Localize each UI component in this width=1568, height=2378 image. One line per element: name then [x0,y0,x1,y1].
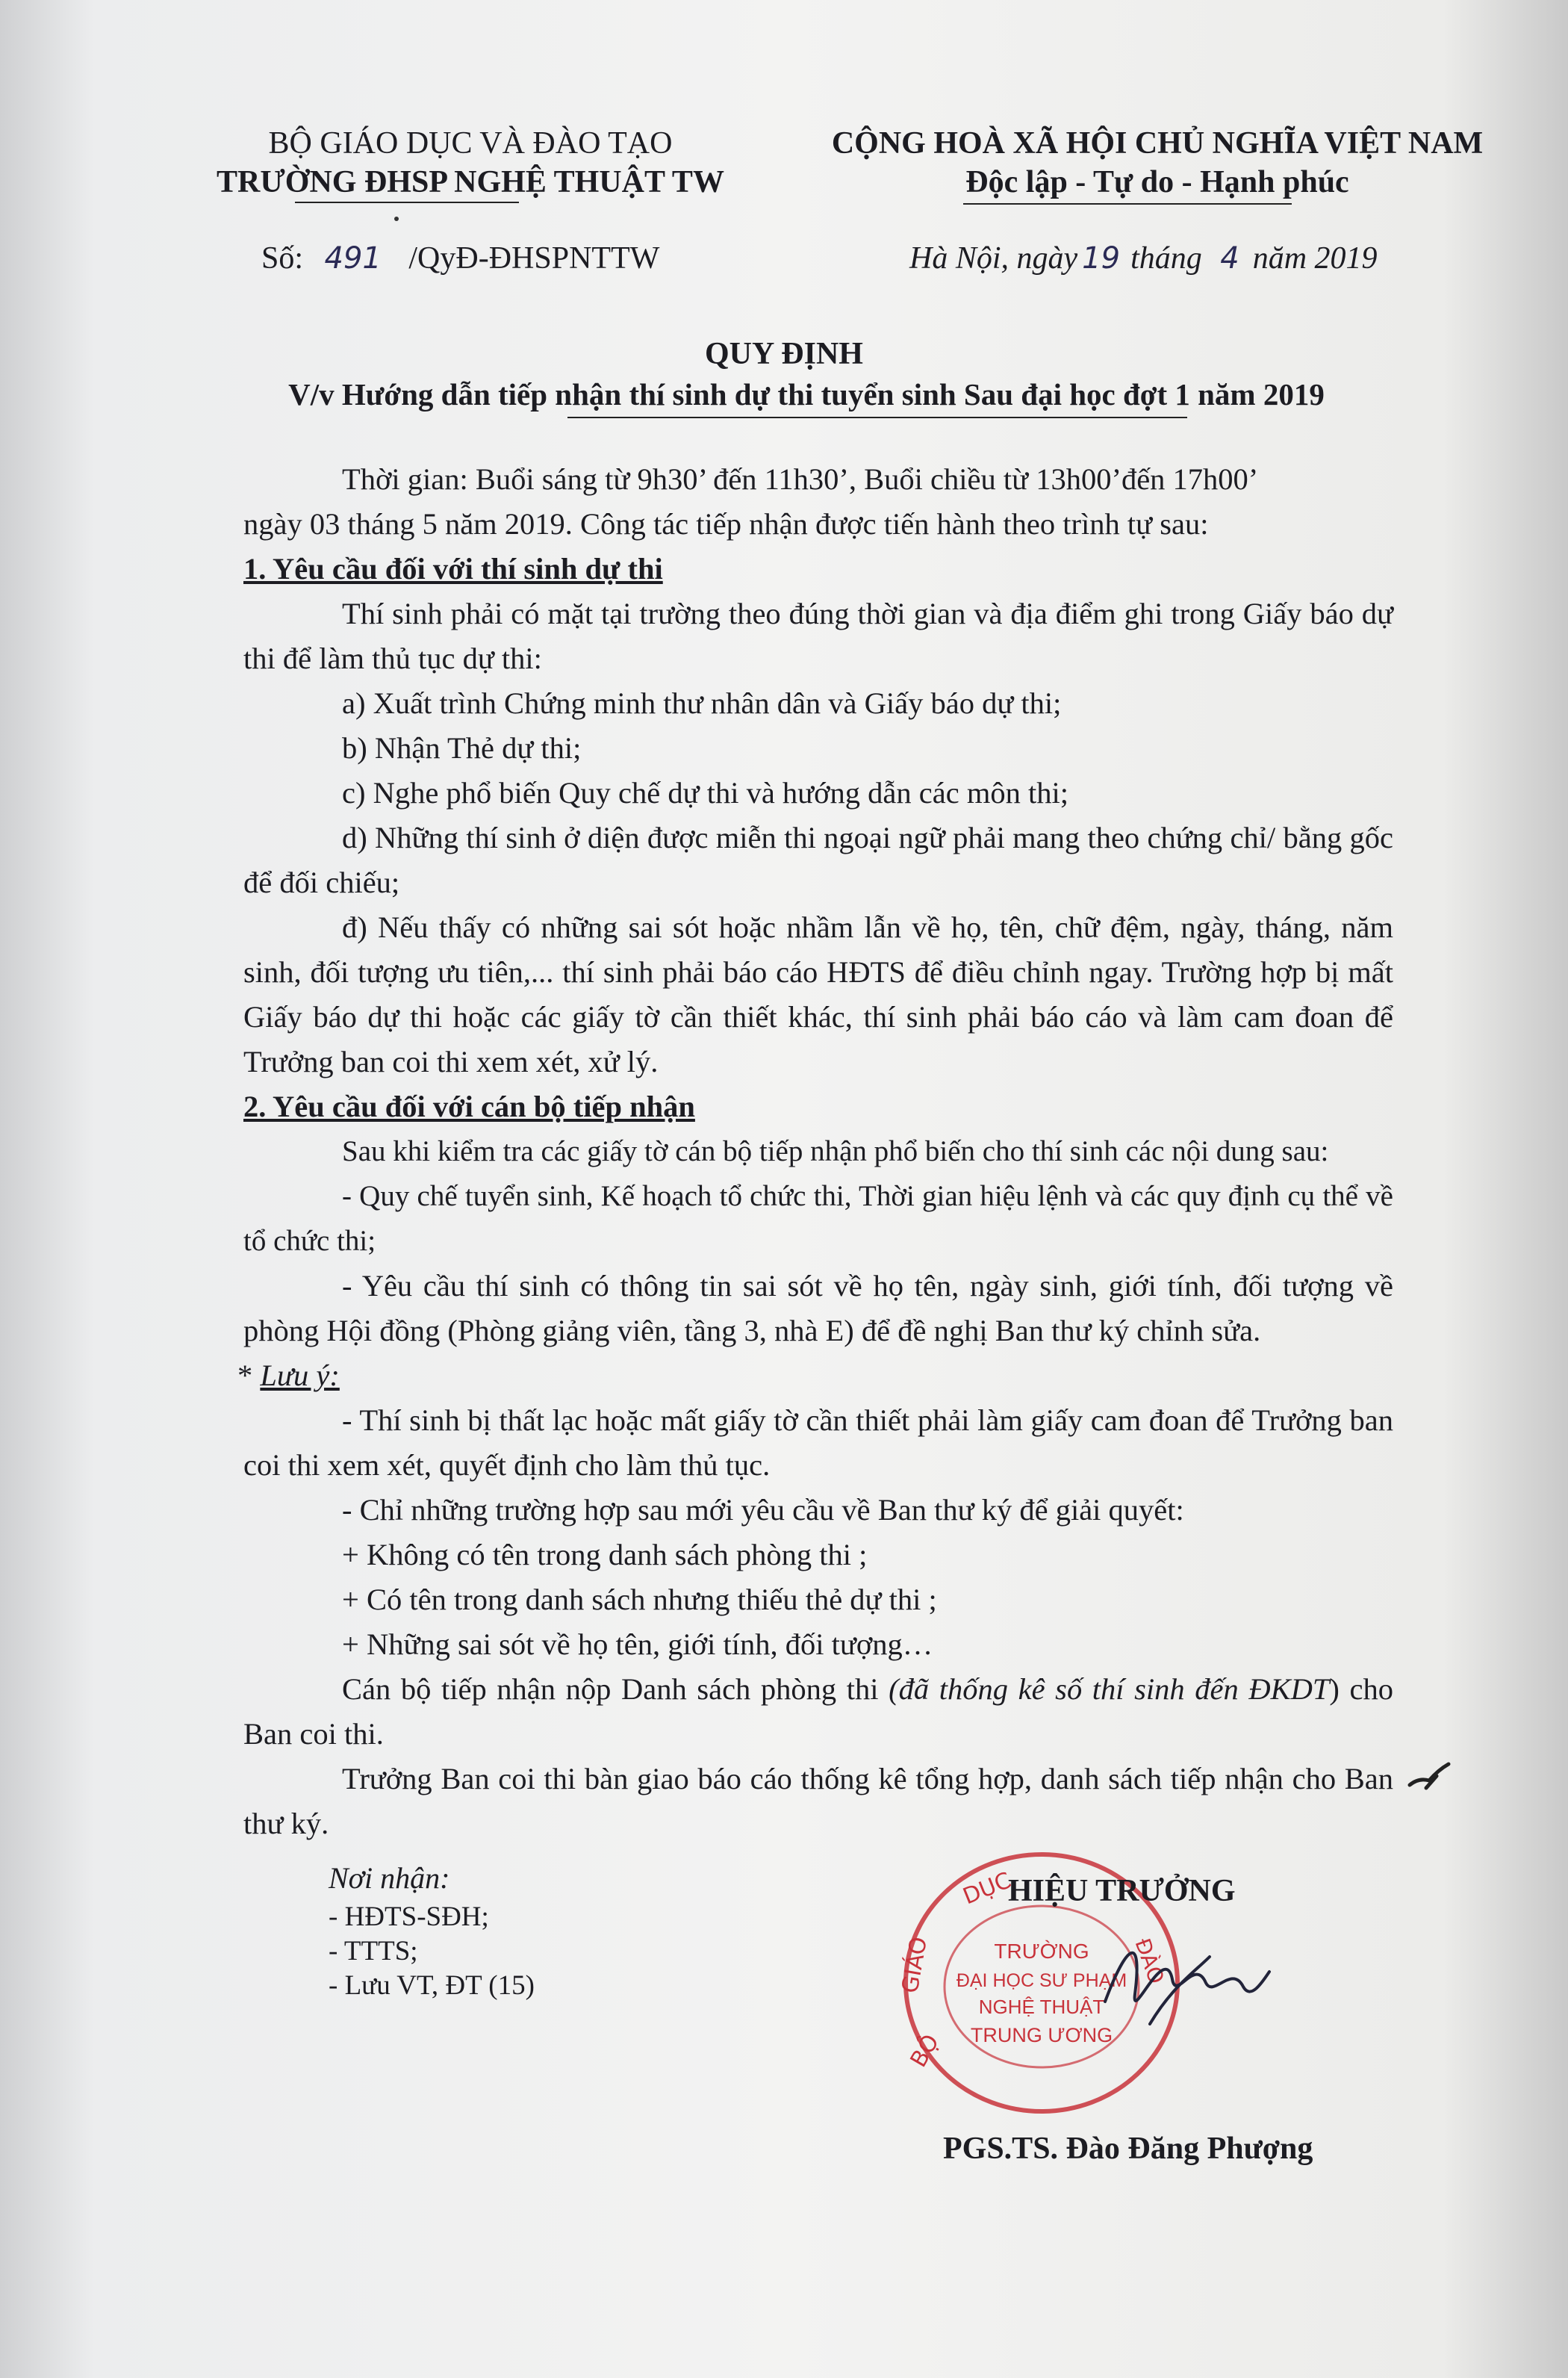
number-prefix: Số: [261,241,304,276]
stamp-line-4: TRUNG ƯƠNG [970,2024,1113,2046]
submit-paragraph [243,1667,1393,1757]
recipients-block [329,1861,535,2003]
note-star: * [237,1359,253,1392]
date-day: 19 [1082,241,1121,276]
pen-mark-icon [1404,1755,1456,1800]
final-paragraph: Trưởng Ban coi thi bàn giao báo cáo thống kê tổng hợp, danh sách tiếp nhận cho Ban thư ký. [243,1762,1393,1840]
section-2-heading: 2. Yêu cầu đối với cán bộ tiếp nhận [243,1090,695,1123]
section-1-heading: 1. Yêu cầu đối với thí sinh dự thi [243,552,663,586]
document-subtitle: V/v Hướng dẫn tiếp nhận thí sinh dự thi tuyển sinh Sau đại học đợt 1 năm 2019 [288,377,1325,412]
submit-text-b: ) cho Ban coi thi. [243,1672,1393,1751]
date-month: 4 [1220,241,1239,276]
note-item-3: + Không có tên trong danh sách phòng thi ; [342,1538,868,1571]
number-suffix: /QyĐ-ĐHSPNTTW [408,241,660,276]
section-1-item-d: d) Những thí sinh ở diện được miễn thi ngoại ngữ phải mang theo chứng chỉ/ bằng gốc để đối chiếu; [243,821,1393,899]
document-date [909,239,1378,278]
number-handwritten: 491 [324,241,382,276]
school-name: TRƯỜNG ĐHSP NGHỆ THUẬT TW [217,165,724,199]
recipient-item: - HĐTS-SĐH; [329,1902,489,1932]
stamp-line-3: NGHỆ THUẬT [978,1996,1105,2018]
stamp-left-text: GIÁO [897,1934,933,1996]
intro-line-2: ngày 03 tháng 5 năm 2019. Công tác tiếp nhận được tiến hành theo trình tự sau: [243,507,1209,541]
note-heading [237,1353,1393,1398]
signer-title: HIỆU TRƯỞNG [1008,1874,1236,1908]
nation-motto: Độc lập - Tự do - Hạnh phúc [965,165,1349,199]
submit-text-a: Cán bộ tiếp nhận nộp Danh sách phòng thi [342,1672,889,1706]
note-item-1: - Thí sinh bị thất lạc hoặc mất giấy tờ cần thiết phải làm giấy cam đoan để Trưởng ban coi thi xem xét, quyết định cho làm thủ tục. [243,1403,1393,1482]
school-underline [295,202,519,203]
document-title: QUY ĐỊNH [705,337,863,371]
stamp-line-2: ĐẠI HỌC SƯ PHẠM [956,1970,1127,1991]
section-1-item-b: b) Nhận Thẻ dự thi; [342,731,582,765]
stamp-line-1: TRƯỜNG [994,1940,1089,1963]
section-1-paragraph: Thí sinh phải có mặt tại trường theo đúng thời gian và địa điểm ghi trong Giấy báo dự thi để làm thủ tục dự thi: [243,597,1393,675]
date-month-label: tháng [1130,241,1202,276]
handwritten-signature-icon [1083,1912,1277,2046]
note-item-4: + Có tên trong danh sách nhưng thiếu thẻ dự thi ; [342,1583,937,1616]
section-2-paragraph: Sau khi kiểm tra các giấy tờ cán bộ tiếp nhận phổ biến cho thí sinh các nội dung sau: [342,1135,1329,1167]
stamp-right-text: ĐÀO [1130,1935,1169,1987]
ministry-name: BỘ GIÁO DỤC VÀ ĐÀO TẠO [268,126,673,161]
note-item-5: + Những sai sót về họ tên, giới tính, đối tượng… [342,1627,933,1661]
recipients-label: Nơi nhận: [329,1861,450,1895]
document-body [237,457,1393,1846]
intro-line-1: Thời gian: Buổi sáng từ 9h30’ đến 11h30’, Buổi chiều từ 13h00’đến 17h00’ [342,462,1259,496]
section-1-item-a: a) Xuất trình Chứng minh thư nhân dân và Giấy báo dự thi; [342,686,1062,720]
note-label: Lưu ý: [260,1359,340,1392]
recipient-item: - TTTS; [329,1936,418,1966]
note-item-2: - Chỉ những trường hợp sau mới yêu cầu về Ban thư ký để giải quyết: [342,1493,1184,1527]
section-2-item-1: - Quy chế tuyển sinh, Kế hoạch tổ chức thi, Thời gian hiệu lệnh và các quy định cụ thể về tổ chức thi; [243,1180,1393,1257]
section-2-item-2: - Yêu cầu thí sinh có thông tin sai sót về họ tên, ngày sinh, giới tính, đối tượng về phòng Hội đồng (Phòng giảng viên, tầng 3, nhà E) để đề nghị Ban thư ký chỉnh sửa. [243,1269,1393,1347]
date-year: năm 2019 [1252,241,1378,276]
stamp-top-text: DỤC [959,1867,1015,1910]
motto-underline [963,203,1292,205]
document-number [261,239,659,278]
stamp-bottom-left-text: BỘ [905,2030,945,2072]
section-1-item-dd: đ) Nếu thấy có những sai sót hoặc nhầm lẫn về họ, tên, chữ đệm, ngày, tháng, năm sinh, đối tượng ưu tiên,... thí sinh phải báo cáo HĐTS để điều chỉnh ngay. Trường hợp bị mất Giấy báo dự thi hoặc các giấy tờ cần thiết khác, thí sinh phải báo cáo và làm cam đoan để Trưởng ban coi thi xem xét, xử lý. [243,910,1393,1078]
submit-text-italic: (đã thống kê số thí sinh đến ĐKDT [889,1672,1330,1706]
recipient-item: - Lưu VT, ĐT (15) [329,1970,535,2001]
title-underline [567,417,1187,418]
date-place: Hà Nội, ngày [909,241,1078,276]
dot-mark [394,217,399,221]
signer-name: PGS.TS. Đào Đăng Phượng [943,2132,1313,2166]
nation-name: CỘNG HOÀ XÃ HỘI CHỦ NGHĨA VIỆT NAM [831,126,1484,161]
section-1-item-c: c) Nghe phổ biến Quy chế dự thi và hướng dẫn các môn thi; [342,776,1068,810]
